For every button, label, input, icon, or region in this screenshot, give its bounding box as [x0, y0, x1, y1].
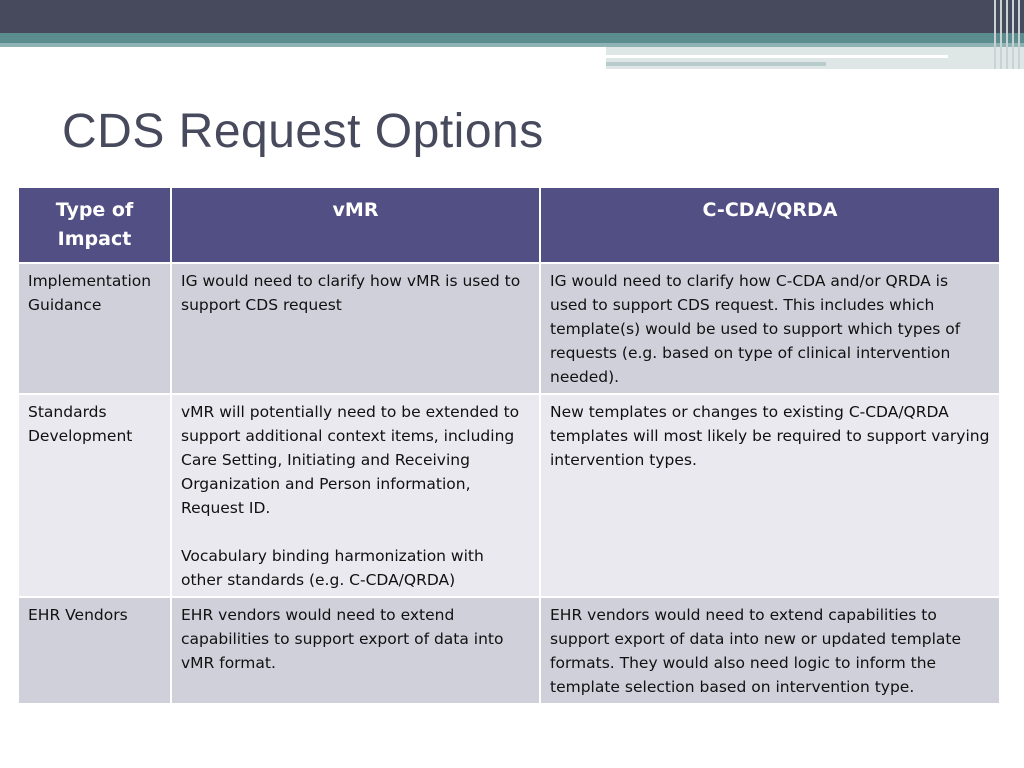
row-vmr-cell [171, 394, 540, 597]
cell-paragraph: IG would need to clarify how C-CDA and/or QRDA is used to support CDS request. This includes which template(s) would be used to support which types of requests (e.g. based on type of clinical intervention needed). [550, 272, 961, 386]
cell-paragraph: IG would need to clarify how vMR is used to support CDS request [181, 272, 521, 314]
row-type-cell: Standards Development [18, 394, 171, 597]
table-header-row [18, 187, 1000, 263]
row-type-cell: Implementation Guidance [18, 263, 171, 394]
table-row [18, 263, 1000, 394]
header-stripe [994, 0, 996, 69]
header-band-right-line [606, 62, 826, 66]
row-ccda-cell [540, 597, 1000, 704]
cell-paragraph: New templates or changes to existing C-CDA/QRDA templates will most likely be required to support varying intervention types. [550, 403, 990, 469]
header-stripe [1012, 0, 1014, 69]
cell-paragraph: EHR vendors would need to extend capabilities to support export of data into new or updated template formats. They would also need logic to inform the template selection based on intervention type. [550, 606, 961, 696]
cell-paragraph: vMR will potentially need to be extended to support additional context items, including Care Setting, Initiating and Receiving Organization and Person information, Request ID. [181, 403, 520, 517]
row-ccda-cell [540, 394, 1000, 597]
column-header-type: Type of Impact [18, 187, 171, 263]
table-row [18, 394, 1000, 597]
row-ccda-cell [540, 263, 1000, 394]
options-table [17, 186, 1001, 705]
header-band-teal [0, 33, 1024, 43]
cell-paragraph: Vocabulary binding harmonization with other standards (e.g. C-CDA/QRDA) [181, 547, 484, 589]
header-stripe [1000, 0, 1002, 69]
column-header-vmr: vMR [171, 187, 540, 263]
slide-title: CDS Request Options [62, 105, 544, 158]
row-vmr-cell [171, 263, 540, 394]
header-band-right-line [606, 55, 948, 58]
column-header-ccda: C-CDA/QRDA [540, 187, 1000, 263]
header-band-dark [0, 0, 1024, 33]
header-stripe [1006, 0, 1008, 69]
table-row [18, 597, 1000, 704]
row-type-cell: EHR Vendors [18, 597, 171, 704]
row-vmr-cell [171, 597, 540, 704]
cell-paragraph: EHR vendors would need to extend capabilities to support export of data into vMR format. [181, 606, 504, 672]
header-stripe [1018, 0, 1020, 69]
